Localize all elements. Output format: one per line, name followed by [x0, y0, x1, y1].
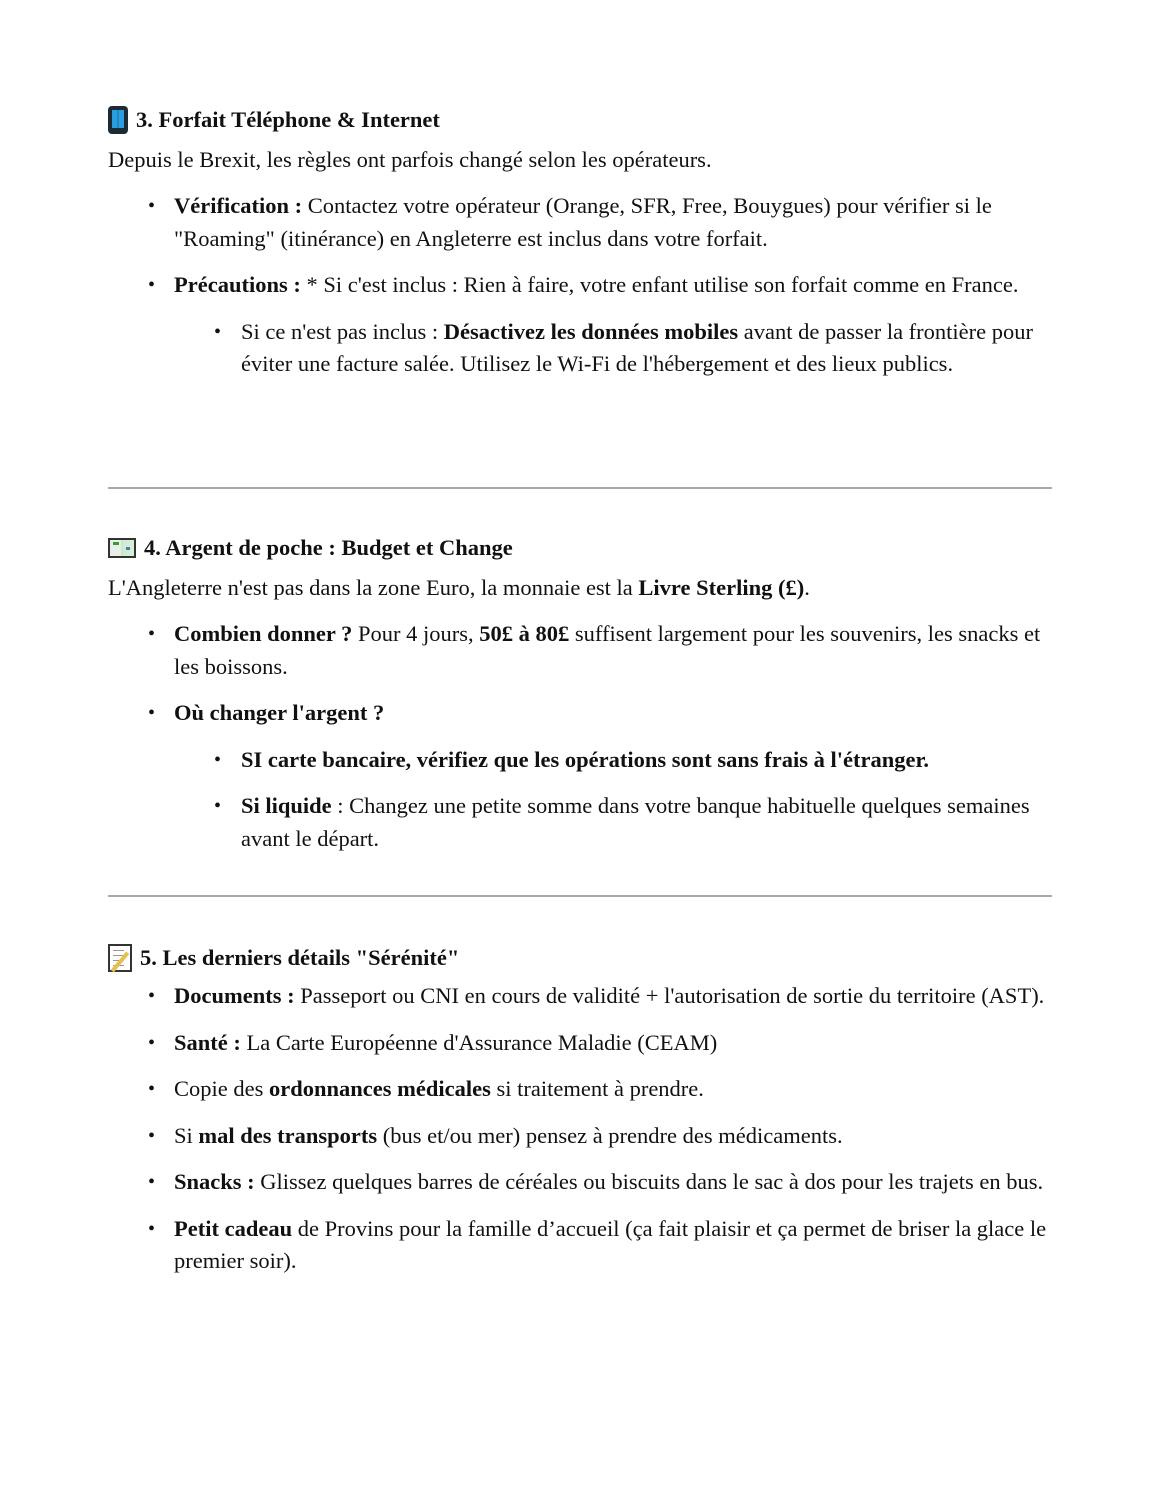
item-text: avant de passer la frontière pour éviter une facture salée. Utilisez le Wi-Fi de l'hébergement et des lieux publics.: [241, 318, 1033, 376]
item-text: de Provins pour la famille d’accueil (ça fait plaisir et ça permet de briser la glace le premier soir).: [174, 1215, 1047, 1273]
list-item: [108, 1073, 1052, 1106]
sub-list-item: [174, 316, 1052, 381]
section-title: 5. Les derniers détails "Sérénité": [140, 945, 460, 970]
section-heading: [108, 942, 1052, 974]
item-text: Copie des: [174, 1076, 269, 1101]
section-final-details: [108, 942, 1052, 1278]
item-emphasis: ordonnances médicales: [269, 1076, 491, 1101]
bullet-icon: •: [214, 795, 222, 817]
bullet-list: [108, 190, 1052, 381]
bullet-icon: •: [214, 748, 222, 771]
item-label: Petit cadeau: [174, 1215, 293, 1241]
bullet-icon: •: [148, 195, 156, 217]
item-label: Documents :: [174, 983, 295, 1008]
section-title: 4. Argent de poche : Budget et Change: [144, 535, 513, 560]
list-item: [108, 618, 1052, 683]
section-heading: [108, 532, 1052, 564]
bullet-icon: •: [148, 1031, 156, 1054]
bullet-icon: •: [148, 1078, 156, 1100]
bullet-list: [108, 980, 1052, 1278]
section-divider: [108, 895, 1052, 897]
sub-list-item: [174, 744, 1052, 777]
item-text: Contactez votre opérateur (Orange, SFR, Free, Bouygues) pour vérifier si le "Roaming" (itinérance) en Angleterre est inclus dans votre forfait.: [174, 193, 992, 251]
list-item: [108, 190, 1052, 255]
list-item: [108, 1027, 1052, 1060]
item-label: Précautions :: [174, 272, 301, 297]
bullet-icon: •: [148, 274, 156, 296]
memo-icon: [108, 944, 132, 972]
intro-text: .: [804, 575, 810, 600]
sub-bullet-list: [174, 316, 1052, 381]
intro-emphasis: Livre Sterling (£): [638, 575, 805, 600]
section-phone-internet: [108, 104, 1052, 381]
item-text: si traitement à prendre.: [490, 1076, 704, 1101]
bullet-icon: •: [148, 1171, 156, 1193]
section-divider: [108, 487, 1052, 489]
item-text: Si ce n'est pas inclus :: [241, 318, 444, 344]
list-item: [108, 269, 1052, 381]
sub-list-item: [174, 790, 1052, 855]
item-label: Snacks :: [174, 1169, 255, 1194]
list-item: [108, 1213, 1052, 1278]
item-text: * Si c'est inclus : Rien à faire, votre enfant utilise son forfait comme en France.: [300, 272, 1019, 297]
item-text: Passeport ou CNI en cours de validité + l'autorisation de sortie du territoire (AST).: [294, 983, 1045, 1008]
list-item: [108, 980, 1052, 1013]
section-title: 3. Forfait Téléphone & Internet: [136, 107, 440, 132]
bullet-list: [108, 618, 1052, 855]
money-icon: [108, 538, 136, 558]
intro-text: L'Angleterre n'est pas dans la zone Euro, la monnaie est la: [108, 575, 639, 600]
section-heading: [108, 104, 1052, 136]
bullet-icon: •: [148, 702, 156, 724]
item-text: La Carte Européenne d'Assurance Maladie (CEAM): [240, 1029, 718, 1055]
item-text: Pour 4 jours,: [352, 621, 480, 646]
item-text: (bus et/ou mer) pensez à prendre des médicaments.: [377, 1122, 843, 1148]
item-label: Santé :: [174, 1029, 241, 1055]
item-emphasis: mal des transports: [198, 1122, 378, 1148]
bullet-icon: •: [148, 623, 156, 645]
item-emphasis: Désactivez les données mobiles: [443, 318, 739, 344]
item-text: Glissez quelques barres de céréales ou biscuits dans le sac à dos pour les trajets en bus.: [254, 1169, 1044, 1194]
item-label: Si liquide: [241, 793, 332, 818]
item-emphasis: SI carte bancaire, vérifiez que les opérations sont sans frais à l'étranger.: [241, 746, 930, 772]
list-item: [108, 697, 1052, 855]
item-emphasis: 50£ à 80£: [479, 621, 570, 646]
sub-bullet-list: [174, 744, 1052, 856]
bullet-icon: •: [214, 320, 222, 343]
item-text: Si: [174, 1122, 199, 1148]
mobile-phone-icon: [108, 106, 128, 134]
bullet-icon: •: [148, 1124, 156, 1147]
item-label: Combien donner ?: [174, 621, 353, 646]
section-intro: Depuis le Brexit, les règles ont parfois changé selon les opérateurs.: [108, 147, 712, 172]
bullet-icon: •: [148, 985, 156, 1007]
list-item: [108, 1120, 1052, 1153]
section-intro: [108, 572, 1052, 604]
list-item: [108, 1166, 1052, 1199]
section-pocket-money: [108, 532, 1052, 855]
item-text: : Changez une petite somme dans votre banque habituelle quelques semaines avant le départ.: [241, 793, 1030, 851]
item-label: Où changer l'argent ?: [174, 700, 385, 725]
item-text: suffisent largement pour les souvenirs, les snacks et les boissons.: [174, 621, 1041, 679]
bullet-icon: •: [148, 1217, 156, 1240]
item-label: Vérification :: [174, 193, 303, 218]
